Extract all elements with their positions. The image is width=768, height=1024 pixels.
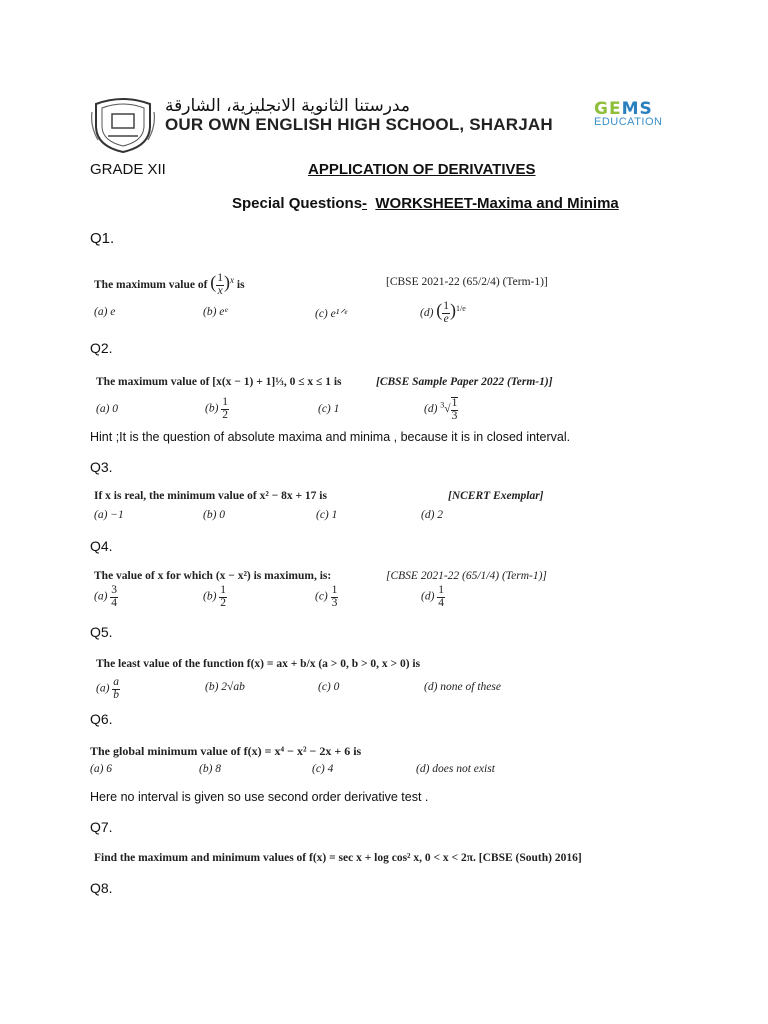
frac-num: 1 [331,584,338,596]
frac-num: 1 [443,300,450,313]
hint-text: Here no interval is given so use second order derivative test . [90,790,429,804]
question-stem: Find the maximum and minimum values of f(x) = sec x + log cos² x, 0 < x < 2π. [CBSE (South) 2016] [94,852,582,864]
frac-den: 3 [451,409,458,422]
option: (a) 0 [96,403,119,415]
question-stem: The maximum value of [x(x − 1) + 1]⅓, 0 ≤ x ≤ 1 is [96,376,342,388]
stem-text-end: is [236,279,245,291]
question-label: Q3. [90,459,113,475]
option-label: (d) [421,590,435,603]
topic-title: APPLICATION OF DERIVATIVES [308,161,536,178]
option-label: (d) [424,403,438,416]
option: (b) eᵉ [203,306,228,318]
frac-num: 3 [111,584,118,596]
option: (b) 0 [203,509,226,521]
frac-den: e [443,312,449,325]
option: (a) −1 [94,509,124,521]
option [96,677,120,701]
frac-num: a [113,676,120,688]
option [94,585,118,609]
option: (d) does not exist [416,763,495,775]
question-source: [NCERT Exemplar] [448,490,544,502]
frac-num: 1 [451,397,458,409]
special-dash: - [362,195,368,212]
hint-text: Hint ;It is the question of absolute maxima and minima , because it is in closed interval. [90,430,571,444]
option: (d) ( $\frac{1}{e}$ )$^{1/e}$ [420,300,466,325]
question-stem: If x is real, the minimum value of x² − 8x + 17 is [94,490,327,502]
option-label: (a) [96,682,110,695]
question-source: [CBSE 2021-22 (65/2/4) (Term-1)] [386,276,548,288]
option [203,585,227,609]
option: (d) none of these [424,681,501,693]
option-label: (b) [203,590,217,603]
option-label: (a) [94,590,108,603]
option: (c) 4 [312,763,334,775]
school-name-arabic: مدرستنا الثانوية الانجليزية، الشارقة [165,96,410,116]
exponent: 1/e [456,304,466,314]
question-label: Q4. [90,538,113,554]
option-label: (d) [420,307,434,319]
frac-num: 1 [438,584,445,596]
option: (a) 6 [90,763,113,775]
gems-logo-part-a: GE [594,99,622,119]
question-stem: The global minimum value of f(x) = x⁴ − x² − 2x + 6 is [90,744,362,758]
option: (c) e¹ᐟᵉ [315,308,348,320]
question-stem: The value of x for which (x − x²) is maximum, is: [94,570,332,582]
gems-logo-part-b: MS [621,99,653,119]
option: (d) 2 [421,509,444,521]
option: (b) 2√ab [205,681,245,693]
school-name-english: OUR OWN ENGLISH HIGH SCHOOL, SHARJAH [165,115,553,134]
question-source: [CBSE 2021-22 (65/1/4) (Term-1)] [386,570,547,582]
frac-den: 4 [438,596,445,609]
option: (c) 0 [318,681,340,693]
option-label: (c) [315,590,328,603]
question-label: Q2. [90,340,113,356]
option [421,585,445,609]
stem-text: The maximum value of [94,279,208,291]
worksheet-heading [232,195,619,212]
frac-den: 4 [111,596,118,609]
question-label: Q5. [90,624,113,640]
option: (d) $^3$√ $\frac{1}{3}$ [424,397,458,422]
special-questions-label: Special Questions [232,195,363,212]
question-stem: The maximum value of ( $\frac{1}{x}$ )$^x$ is [94,272,245,297]
frac-den: 3 [331,596,338,609]
option [205,397,229,421]
option: (a) e [94,306,116,318]
question-label: Q7. [90,819,113,835]
frac-den: 2 [220,596,227,609]
worksheet-title: WORKSHEET-Maxima and Minima [375,195,619,212]
school-crest-icon [90,96,156,154]
option: (b) 8 [199,763,222,775]
question-stem: The least value of the function f(x) = ax + b/x (a > 0, b > 0, x > 0) is [96,658,421,670]
question-source: [CBSE Sample Paper 2022 (Term-1)] [376,376,553,388]
question-label: Q1. [90,230,115,247]
question-label: Q6. [90,711,113,727]
frac-num: 1 [222,396,229,408]
option [315,585,338,609]
frac-num: 1 [217,272,224,285]
option: (c) 1 [318,403,340,415]
exponent: x [230,275,235,286]
frac-den: b [113,688,120,701]
frac-den: x [217,284,223,297]
gems-education-label: EDUCATION [594,116,663,128]
frac-num: 1 [220,584,227,596]
option-label: (b) [205,402,219,415]
question-label: Q8. [90,880,113,896]
grade-label: GRADE XII [90,161,166,178]
frac-den: 2 [222,408,229,421]
root-index: 3 [440,400,445,410]
option: (c) 1 [316,509,338,521]
